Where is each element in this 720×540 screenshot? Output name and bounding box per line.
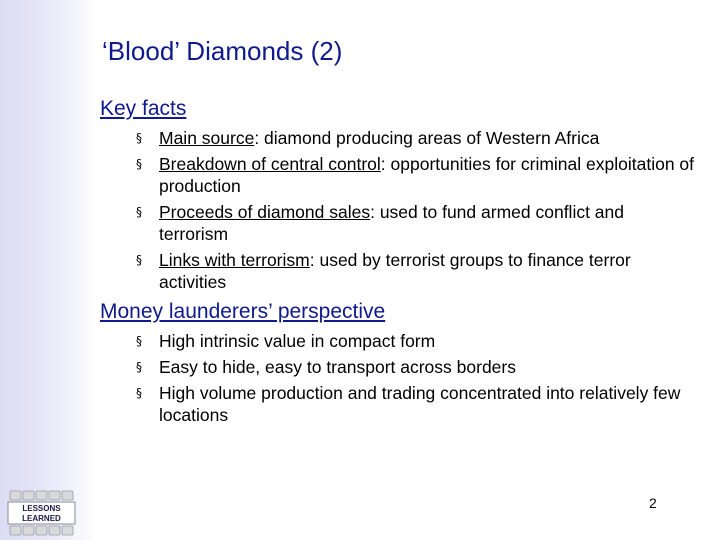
bullet-term: Breakdown of central control	[159, 154, 381, 174]
lessons-learned-logo	[2, 490, 80, 536]
perspective-list	[136, 330, 696, 430]
list-item	[136, 330, 696, 352]
list-item	[136, 356, 696, 378]
bullet-text: High intrinsic value in compact form	[159, 331, 436, 351]
square-bullet-icon: §	[136, 253, 142, 267]
square-bullet-icon: §	[136, 205, 142, 219]
square-bullet-icon: §	[136, 334, 142, 348]
bullet-text: : diamond producing areas of Western Africa	[254, 128, 600, 148]
square-bullet-icon: §	[136, 386, 142, 400]
bullet-text: : opportunities for criminal exploitation of production	[159, 154, 695, 196]
key-facts-heading: Key facts	[100, 97, 187, 120]
logo-line-2: LEARNED	[22, 514, 61, 523]
key-facts-list	[136, 127, 696, 297]
bullet-term: Links with terrorism	[159, 250, 310, 270]
perspective-heading: Money launderers’ perspective	[100, 300, 386, 323]
list-item	[136, 201, 696, 245]
list-item	[136, 153, 696, 197]
square-bullet-icon: §	[136, 157, 142, 171]
slide-sidebar	[0, 0, 96, 540]
bullet-term: Proceeds of diamond sales	[159, 202, 371, 222]
square-bullet-icon: §	[136, 360, 142, 374]
bullet-text: Easy to hide, easy to transport across borders	[159, 357, 516, 377]
bullet-text: : used to fund armed conflict and terrorism	[159, 202, 624, 244]
bullet-text: : used by terrorist groups to finance terror activities	[159, 250, 631, 292]
list-item	[136, 249, 696, 293]
logo-line-1: LESSONS	[22, 504, 61, 513]
list-item	[136, 382, 696, 426]
page-number: 2	[649, 495, 657, 511]
list-item	[136, 127, 696, 149]
slide-title: ‘Blood’ Diamonds (2)	[102, 36, 343, 66]
bullet-term: Main source	[159, 128, 255, 148]
square-bullet-icon: §	[136, 131, 142, 145]
bullet-text: High volume production and trading concentrated into relatively few locations	[159, 383, 681, 425]
